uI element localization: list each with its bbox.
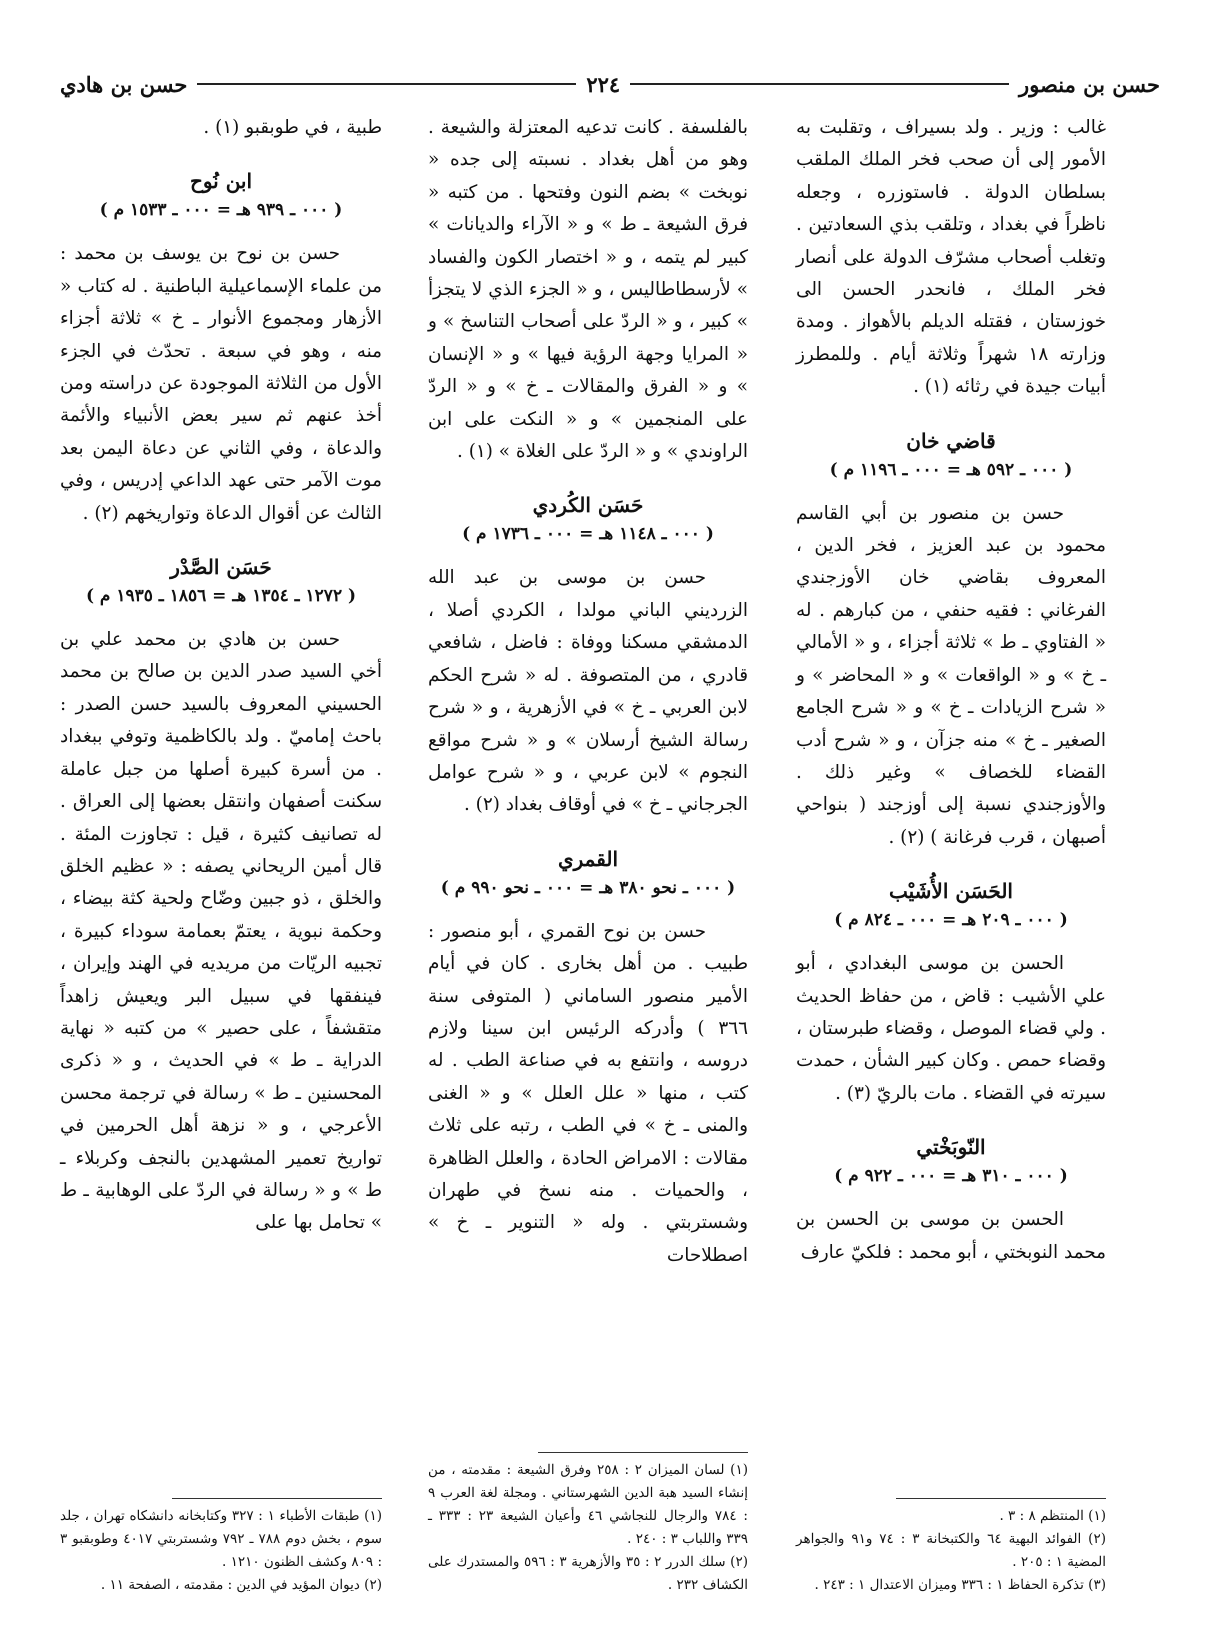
page-number: ٢٢٤ — [586, 71, 621, 97]
header-rule — [197, 83, 576, 85]
footnote-rule — [172, 1498, 382, 1499]
continued-text: طبية ، في طوبقبو (١) . — [203, 117, 382, 138]
header-right-title: حسن بن منصور — [1019, 71, 1160, 97]
column-right — [796, 112, 1106, 1627]
entry-text: حسن بن منصور بن أبي القاسم محمود بن عبد العزيز ، فخر الدين ، المعروف بقاضي خان الأوزجندي الفرغاني : فقيه حنفي ، من كبارهم . له « الفتاوي ـ ط » ثلاثة أجزاء ، و « الأمالي ـ خ » و « الواقعات » و « المحاضر » و « شرح الزيادات ـ خ » و « شرح الجامع الصغير ـ خ » منه جزآن ، و « شرح أدب القضاء للخصاف » وغير ذلك . والأوزجندي نسبة إلى أوزجند ( بنواحي أصبهان ، قرب فرغانة ) (٢) . — [796, 502, 1106, 848]
entry-title: حَسَن الصَّدْر — [170, 555, 272, 580]
entry-title: حَسَن الكُردي — [532, 493, 644, 518]
footnotes — [60, 1486, 382, 1597]
entry-title: الحَسَن الأُشَيْب — [889, 879, 1013, 904]
footnote-rule — [896, 1498, 1106, 1499]
entry-text: حسن بن نوح بن يوسف بن محمد : من علماء الإسماعيلية الباطنية . له كتاب « الأزهار ومجموع الأنوار ـ خ » ثلاثة أجزاء منه ، وهو في سبعة . تحدّث في الجزء الأول من الثلاثة الموجودة عن دراسته ومن أخذ عنهم ثم سير بعض الأنبياء والأئمة والدعاة ، وفي الثاني عن دعاة اليمن بعد موت الآمر حتى عهد الداعي إدريس ، وفي الثالث عن أقوال الدعاة وتواريخهم (٢) . — [60, 243, 382, 524]
footnote: (١) لسان الميزان ٢ : ٢٥٨ وفرق الشيعة : مقدمته ، من إنشاء السيد هبة الدين الشهرستاني . ومجلة لغة العرب ٩ : ٧٨٤ والرجال للنجاشي ٤٦ وأعيان الشيعة ٢٣ : ٣٣٣ ـ ٣٣٩ واللباب ٣ : ٢٤٠ . — [428, 1462, 748, 1547]
entry-dates: ( ٠٠٠ ـ ١١٤٨ هـ = ٠٠٠ ـ ١٧٣٦ م ) — [462, 524, 714, 545]
entry-text: الحسن بن موسى البغدادي ، أبو علي الأشيب : قاض ، من حفاظ الحديث . ولي قضاء الموصل ، وقضاء طبرستان ، وقضاء حمص . وكان كبير الشأن ، حمدت سيرته في القضاء . مات بالريّ (٣) . — [796, 953, 1106, 1104]
entry-text: حسن بن موسى بن عبد الله الزرديني الباني مولدا ، الكردي أصلا ، الدمشقي مسكنا ووفاة : فاضل ، شافعي قادري ، من المتصوفة . له « شرح الحكم لابن العربي ـ خ » في الأزهرية ، و « شرح رسالة الشيخ أرسلان » و « شرح مواقع النجوم » لابن عربي ، و « شرح عوامل الجرجاني ـ خ » في أوقاف بغداد (٢) . — [428, 567, 748, 816]
entry-title: قاضي خان — [906, 428, 996, 453]
entry-title: ابن نُوح — [189, 169, 253, 194]
footnotes — [796, 1486, 1106, 1597]
entry-text: الحسن بن موسى بن الحسن بن محمد النوبختي ، أبو محمد : فلكيّ عارف — [796, 1209, 1106, 1263]
entry-dates: ( ٠٠٠ ـ ٥٩٢ هـ = ٠٠٠ ـ ١١٩٦ م ) — [829, 459, 1073, 480]
footnotes — [428, 1440, 748, 1597]
entry-text: حسن بن هادي بن محمد علي بن أخي السيد صدر الدين بن صالح بن محمد الحسيني المعروف بالسيد حسن الصدر : باحث إماميّ . ولد بالكاظمية وتوفي ببغداد . من أسرة كبيرة أصلها من جبل عاملة سكنت أصفهان وانتقل بعضها إلى العراق . له تصانيف كثيرة ، قيل : تجاوزت المئة . قال أمين الريحاني يصفه : « عظيم الخلق والخلق ، ذو جبين وضّاح ولحية كثة بيضاء ، وحكمة نبوية ، يعتمّ بعمامة سوداء كبيرة ، تجبيه الريّات من مريديه في الهند وإيران ، فينفقها في سبيل البر ويعيش زاهداً متقشفاً ، على حصير » من كتبه « نهاية الدراية ـ ط » في الحديث ، و « ذكرى المحسنين ـ ط » رسالة في ترجمة محسن الأعرجي ، و « نزهة أهل الحرمين في تواريخ تعمير المشهدين بالنجف وكربلاء ـ ط » و « رسالة في الردّ على الوهابية ـ ط » تحامل بها على — [60, 629, 382, 1234]
column-left — [60, 112, 382, 1627]
footnote: (٢) الفوائد البهية ٦٤ والكتبخانة ٣ : ٧٤ و٩١ والجواهر المضية ١ : ٢٠٥ . — [796, 1531, 1106, 1570]
entry-text: حسن بن نوح القمري ، أبو منصور : طبيب . من أهل بخارى . كان في أيام الأمير منصور الساماني ( المتوفى سنة ٣٦٦ ) وأدركه الرئيس ابن سينا ولازم دروسه ، وانتفع به في صناعة الطب . له كتب ، منها « علل العلل » و « الغنى والمنى ـ خ » في الطب ، رتبه على ثلاث مقالات : الامراض الحادة ، والعلل الظاهرة ، والحميات . منه نسخ في طهران وشستربتي . وله « التنوير ـ خ » اصطلاحات — [428, 920, 748, 1266]
header-rule — [630, 83, 1009, 85]
entry-title: النّوبَخْتي — [916, 1135, 986, 1160]
entry-dates: ( ٠٠٠ ـ ٩٣٩ هـ = ٠٠٠ ـ ١٥٣٣ م ) — [99, 200, 343, 221]
footnote-rule — [538, 1452, 748, 1453]
continued-text: غالب : وزير . ولد بسيراف ، وتقلبت به الأمور إلى أن صحب فخر الملك الملقب بسلطان الدولة . فاستوزره ، وجعله ناظراً في بغداد ، وتلقب بذي السعادتين . وتغلب أصحاب مشرّف الدولة على أنصار فخر الملك ، فانحدر الحسن الى خوزستان ، فقتله الديلم بالأهواز . ومدة وزارته ١٨ شهراً وثلاثة أيام . وللمطرز أبيات جيدة في رثائه (١) . — [796, 117, 1106, 398]
running-header — [60, 66, 1160, 102]
entry-dates: ( ٠٠٠ ـ نحو ٣٨٠ هـ = ٠٠٠ ـ نحو ٩٩٠ م ) — [440, 877, 736, 898]
entry-dates: ( ٠٠٠ ـ ٣١٠ هـ = ٠٠٠ ـ ٩٢٢ م ) — [834, 1166, 1068, 1187]
footnote: (١) طبقات الأطباء ١ : ٣٢٧ وكتابخانه دانشكاه تهران ، جلد سوم ، بخش دوم ٧٨٨ ـ ٧٩٢ وشستربتي ٤٠١٧ وطوبقبو ٣ : ٨٠٩ وكشف الظنون ١٢١٠ . — [60, 1508, 382, 1570]
footnote: (٢) سلك الدرر ٢ : ٣٥ والأزهرية ٣ : ٥٩٦ والمستدرك على الكشاف ٢٣٢ . — [428, 1554, 748, 1593]
continued-text: بالفلسفة . كانت تدعيه المعتزلة والشيعة . وهو من أهل بغداد . نسبته إلى جده « نوبخت » بضم النون وفتحها . من كتبه « فرق الشيعة ـ ط » و « الآراء والديانات » كبير لم يتمه ، و « اختصار الكون والفساد » لأرسطاطاليس ، و « الجزء الذي لا يتجزأ » كبير ، و « الردّ على أصحاب التناسخ » و « المرايا وجهة الرؤية فيها » و « الإنسان » و « الفرق والمقالات ـ خ » و « الردّ على المنجمين » و « النكت على ابن الراوندي » و « الردّ على الغلاة » (١) . — [428, 117, 748, 463]
entry-dates: ( ٠٠٠ ـ ٢٠٩ هـ = ٠٠٠ ـ ٨٢٤ م ) — [834, 910, 1068, 931]
footnote: (١) المنتظم ٨ : ٣ . — [999, 1508, 1106, 1524]
footnote: (٢) ديوان المؤيد في الدين : مقدمته ، الصفحة ١١ . — [100, 1577, 382, 1593]
column-middle — [428, 112, 748, 1627]
entry-dates: ( ١٢٧٢ ـ ١٣٥٤ هـ = ١٨٥٦ ـ ١٩٣٥ م ) — [85, 586, 357, 607]
entry-title: القمري — [557, 846, 619, 871]
footnote: (٣) تذكرة الحفاظ ١ : ٣٣٦ وميزان الاعتدال ١ : ٢٤٣ . — [814, 1577, 1106, 1593]
header-left-title: حسن بن هادي — [60, 71, 188, 97]
